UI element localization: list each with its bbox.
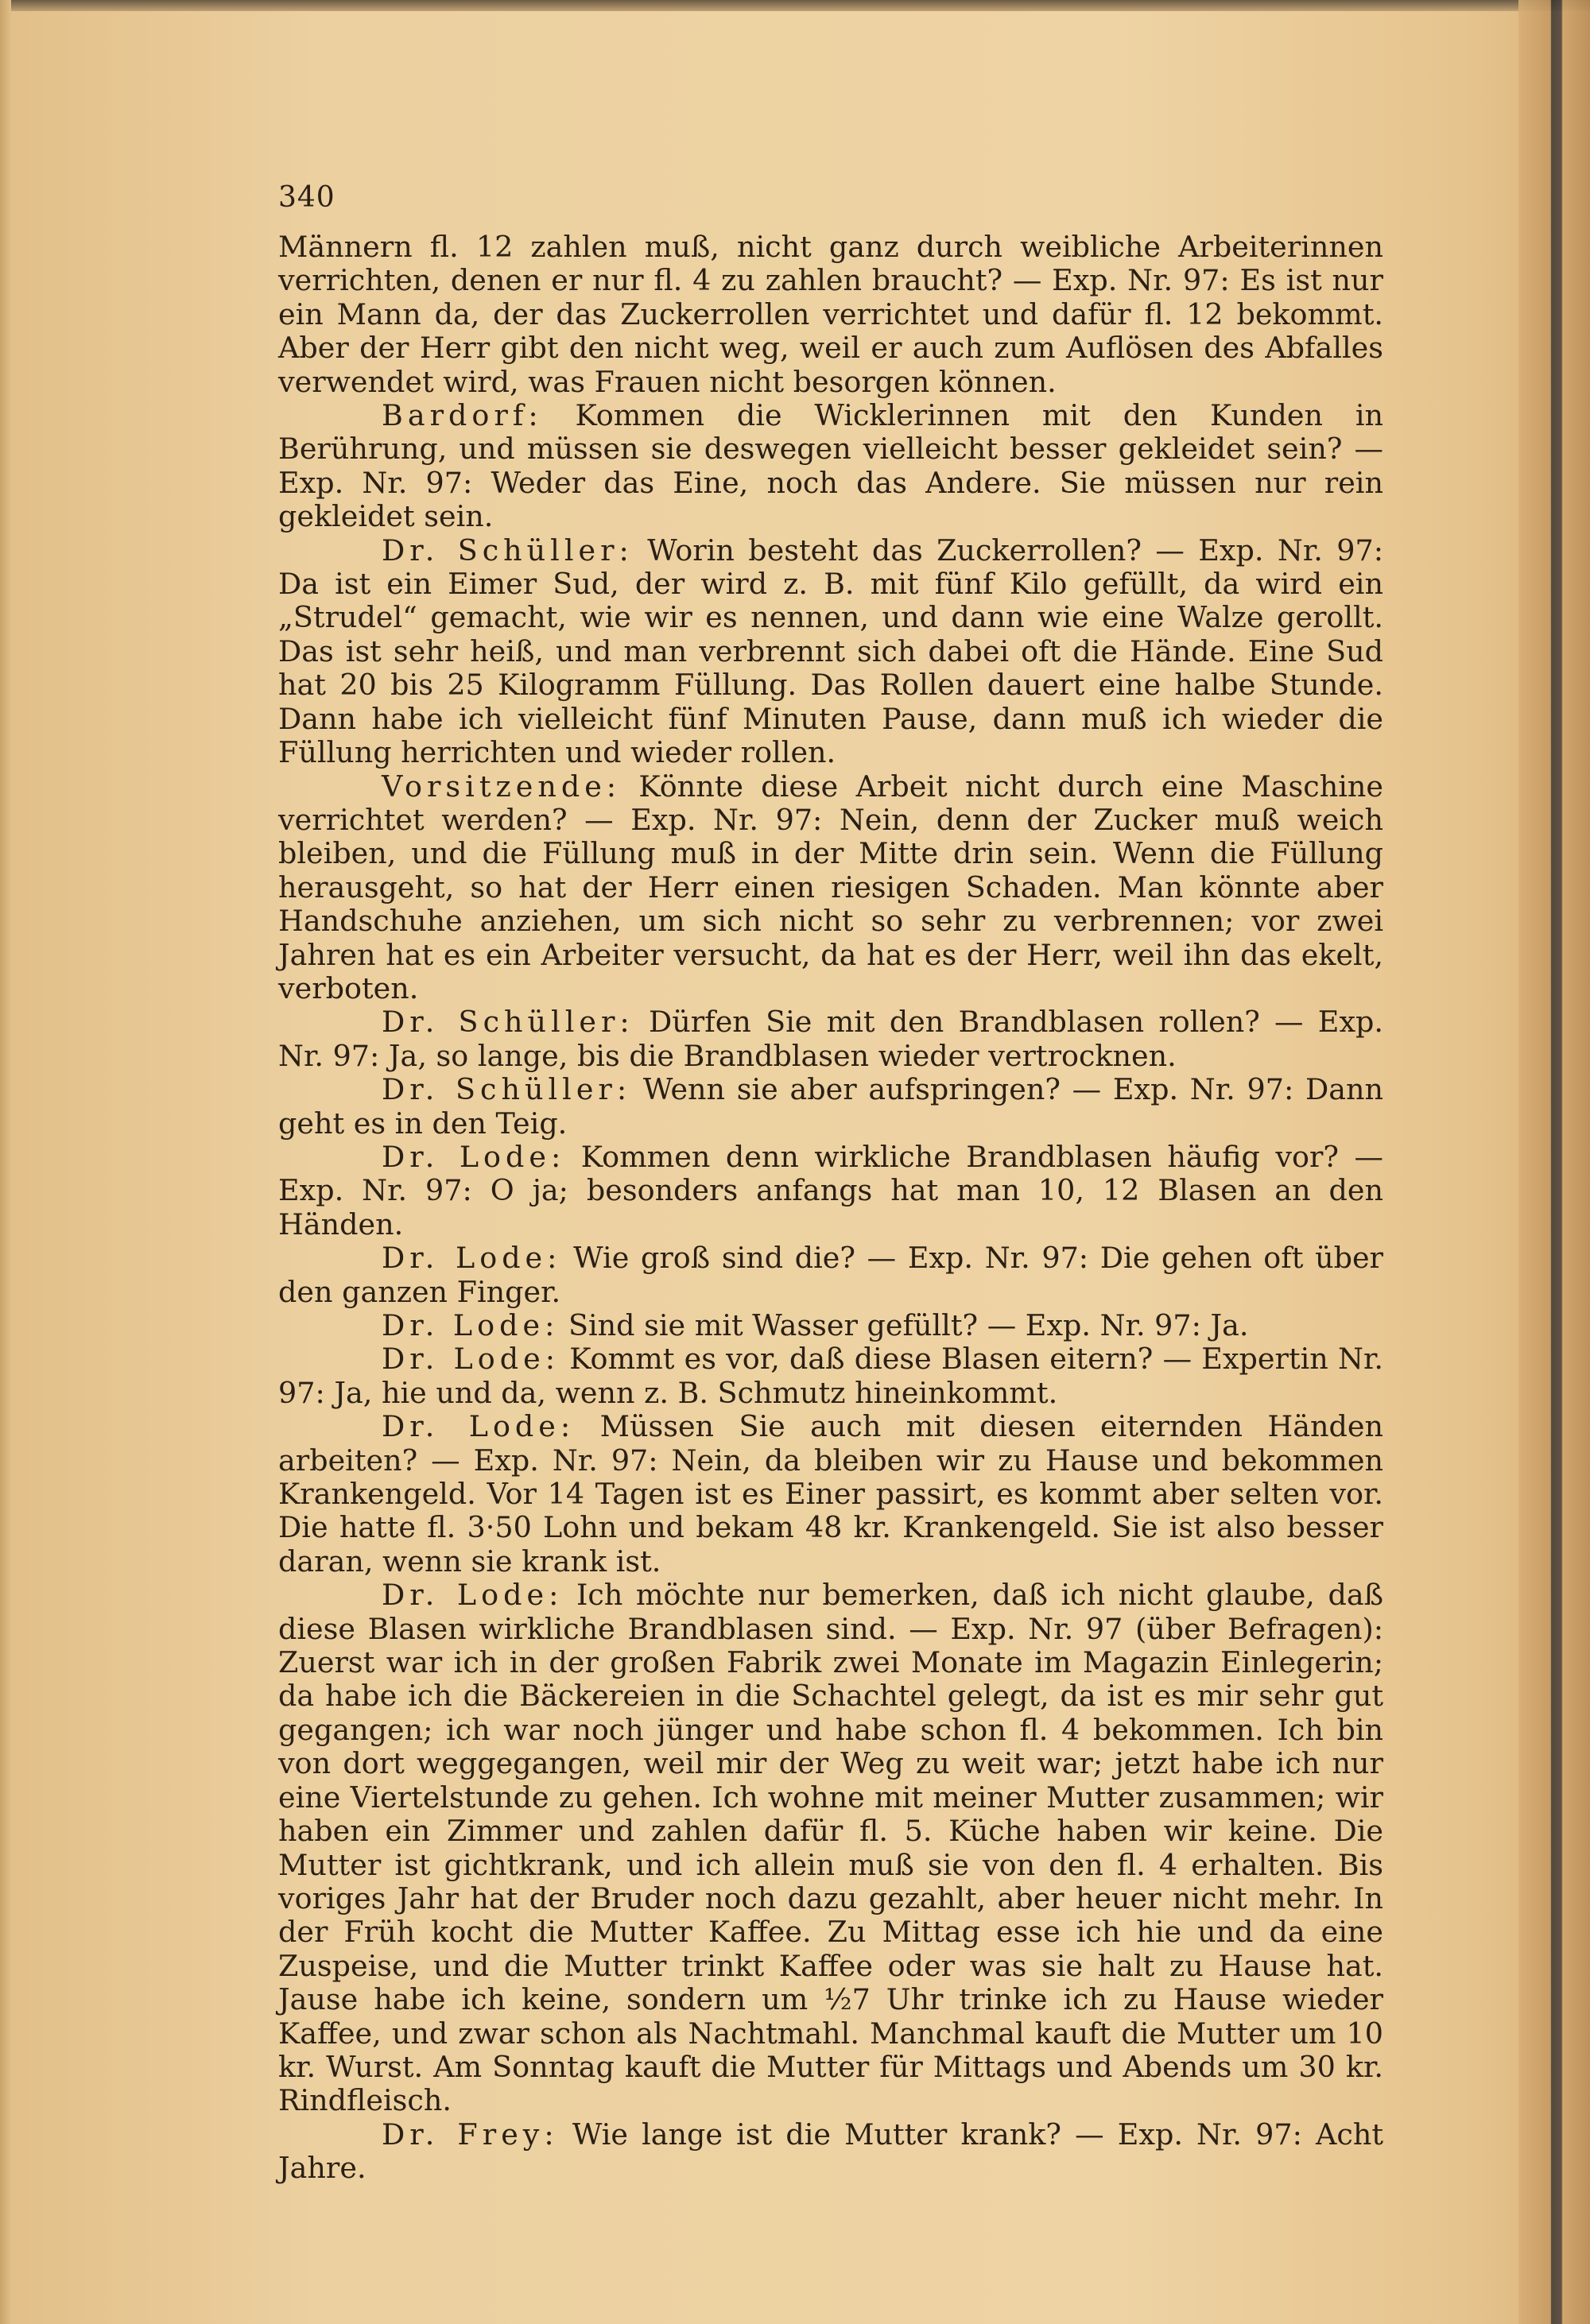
speaker-name: Dr. Lode:: [382, 1409, 576, 1444]
speaker-name: Dr. Schüller:: [382, 1005, 634, 1040]
body-text: [278, 230, 1383, 2186]
paragraph: [278, 399, 1383, 534]
paragraph: [278, 1309, 1383, 1342]
paragraph-text: Kommt es vor, daß diese Blasen eitern? — Expertin Nr. 97: Ja, hie und da, wenn z. B. Schmutz hineinkommt.: [278, 1342, 1383, 1410]
paragraph-text: Wie lange ist die Mutter krank? — Exp. Nr. 97: Acht Jahre.: [278, 2117, 1383, 2186]
paragraph: [278, 1342, 1383, 1410]
paragraph-text: Wenn sie aber aufspringen? — Exp. Nr. 97: Dann geht es in den Teig.: [278, 1072, 1383, 1141]
paragraph: [278, 770, 1383, 1006]
paragraph: [278, 230, 1383, 399]
paragraph-text: Sind sie mit Wasser gefüllt? — Exp. Nr. 97: Ja.: [559, 1308, 1249, 1342]
paragraph-text: Ich möchte nur bemerken, daß ich nicht glaube, daß diese Blasen wirkliche Brandblasen sind. — Exp. Nr. 97 (über Befragen): Zuerst war ich in der großen Fabrik zwei Monate im Magazin Einlegerin; da habe ich die Bäckereien in die Schachtel gelegt, da ist es mir sehr gut gegangen; ich war noch jünger und habe schon fl. 4 bekommen. Ich bin von dort weggegangen, weil mir der Weg zu weit war; jetzt habe ich nur eine Viertelstunde zu gehen. Ich wohne mit meiner Mutter zusammen; wir haben ein Zimmer und zahlen dafür fl. 5. Küche haben wir keine. Die Mutter ist gichtkrank, und ich allein muß sie von den fl. 4 erhalten. Bis voriges Jahr hat der Bruder noch dazu gezahlt, aber heuer nicht mehr. In der Früh kocht die Mutter Kaffee. Zu Mittag esse ich hie und da eine Zuspeise, und die Mutter trinkt Kaffee oder was sie halt zu Hause hat. Jause habe ich keine, sondern um ½7 Uhr trinke ich zu Hause wieder Kaffee, und zwar schon als Nachtmahl. Manchmal kauft die Mutter um 10 kr. Wurst. Am Sonntag kauft die Mutter für Mittags und Abends um 30 kr. Rindfleisch.: [278, 1578, 1383, 2118]
paragraph: [278, 1073, 1383, 1141]
paragraph-text: Dürfen Sie mit den Brandblasen rollen? — Exp. Nr. 97: Ja, so lange, bis die Brandblasen wieder vertrocknen.: [278, 1005, 1384, 1073]
paragraph-text: Wie groß sind die? — Exp. Nr. 97: Die gehen oft über den ganzen Finger.: [278, 1241, 1384, 1309]
paragraph-text: Kommen denn wirkliche Brandblasen häufig vor? — Exp. Nr. 97: O ja; besonders anfangs hat man 10, 12 Blasen an den Händen.: [278, 1139, 1383, 1241]
paragraph: [278, 2118, 1383, 2186]
page-left-edge: [0, 0, 11, 2324]
paragraph-text: Müssen Sie auch mit diesen eiternden Händen arbeiten? — Exp. Nr. 97: Nein, da bleiben wir zu Hause und bekommen Krankengeld. Vor 14 Tagen ist es Einer passirt, es kommt aber selten vor. Die hatte fl. 3·50 Lohn und bekam 48 kr. Krankengeld. Sie ist also besser daran, wenn sie krank ist.: [278, 1409, 1384, 1578]
page-top-edge: [0, 0, 1590, 11]
paragraph-text: Könnte diese Arbeit nicht durch eine Maschine verrichtet werden? — Exp. Nr. 97: Nein, denn der Zucker muß weich bleiben, und die Füllung muß in der Mitte drin sein. Wenn die Füllung herausgeht, so hat der Herr einen riesigen Schaden. Man könnte aber Handschuhe anziehen, um sich nicht so sehr zu verbrennen; vor zwei Jahren hat es ein Arbeiter versucht, da hat es der Herr, weil ihn das ekelt, verboten.: [278, 769, 1383, 1005]
speaker-name: Dr. Lode:: [382, 1139, 566, 1174]
page-number: 340: [278, 181, 335, 214]
speaker-name: Dr. Schüller:: [382, 1072, 632, 1107]
book-spine: [1518, 0, 1590, 2324]
speaker-name: Vorsitzende:: [382, 769, 622, 804]
paragraph-text: Männern fl. 12 zahlen muß, nicht ganz durch weibliche Arbeiterinnen verrichten, denen er nur fl. 4 zu zahlen braucht? — Exp. Nr. 97: Es ist nur ein Mann da, der das Zuckerrollen verrichtet und dafür fl. 12 bekommt. Aber der Herr gibt den nicht weg, weil er auch zum Auflösen des Abfalles verwendet wird, was Frauen nicht besorgen können.: [278, 230, 1383, 399]
speaker-name: Dr. Frey:: [382, 2117, 559, 2152]
paragraph: [278, 1005, 1383, 1073]
paragraph-text: Kommen die Wicklerinnen mit den Kunden in Berührung, und müssen sie deswegen vielleicht besser gekleidet sein? — Exp. Nr. 97: Weder das Eine, noch das Andere. Sie müssen nur rein gekleidet sein.: [278, 398, 1383, 534]
paragraph: [278, 534, 1383, 770]
speaker-name: Dr. Lode:: [382, 1308, 560, 1342]
speaker-name: Bardorf:: [382, 398, 543, 433]
speaker-name: Dr. Lode:: [382, 1241, 562, 1276]
speaker-name: Dr. Schüller:: [382, 533, 634, 567]
paragraph: [278, 1410, 1383, 1578]
paragraph: [278, 1141, 1383, 1241]
speaker-name: Dr. Lode:: [382, 1342, 560, 1377]
paragraph: [278, 1578, 1383, 2118]
paragraph-text: Worin besteht das Zuckerrollen? — Exp. Nr. 97: Da ist ein Eimer Sud, der wird z. B. mit fünf Kilo gefüllt, da wird ein „Strudel“ gemacht, wie wir es nennen, und dann wie eine Walze gerollt. Das ist sehr heiß, und man verbrennt sich dabei oft die Hände. Eine Sud hat 20 bis 25 Kilogramm Füllung. Das Rollen dauert eine halbe Stunde. Dann habe ich vielleicht fünf Minuten Pause, dann muß ich wieder die Füllung herrichten und wieder rollen.: [278, 533, 1383, 770]
paragraph: [278, 1241, 1383, 1309]
speaker-name: Dr. Lode:: [382, 1578, 564, 1613]
